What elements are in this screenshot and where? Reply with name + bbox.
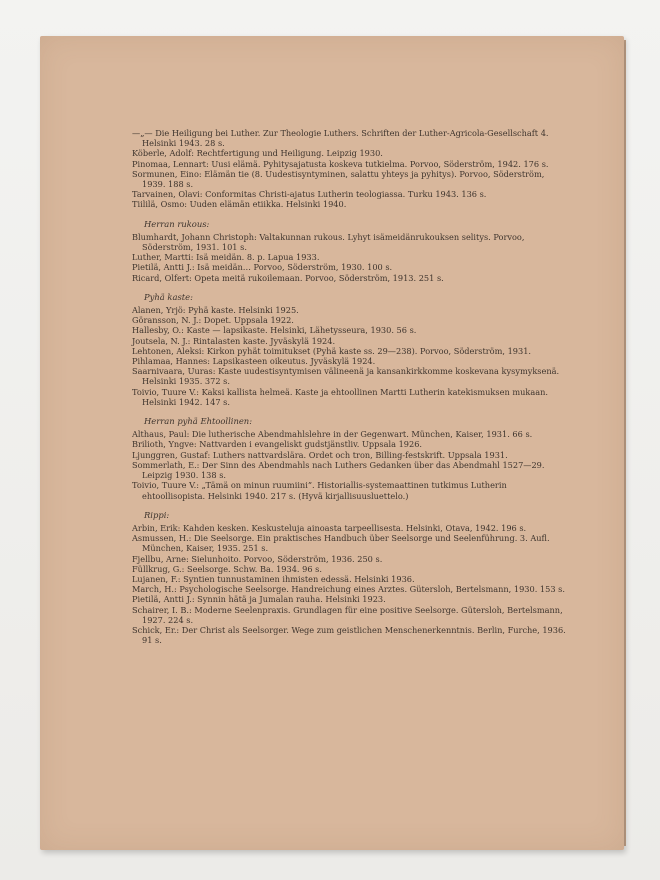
section-ehtoollinen <box>132 416 570 501</box>
section-title: Herran pyhä Ehtoollinen: <box>144 416 253 427</box>
bib-entry: Luther, Martti: Isä meidän. 8. p. Lapua 1933. <box>132 252 320 263</box>
bib-entry: Toivio, Tuure V.: Kaksi kallista helmeä. Kaste ja ehtoollinen Martti Lutherin katekismuksen mukaan. Helsinki 1942. 147 s. <box>132 386 548 407</box>
bib-entry: Fjellbu, Arne: Sielunhoito. Porvoo, Söderström, 1936. 250 s. <box>132 553 383 564</box>
bib-entry: —„— Die Heiligung bei Luther. Zur Theologie Luthers. Schriften der Luther-Agricola-Gesellschaft 4. Helsinki 1943. 28 s. <box>132 128 549 149</box>
bib-entry: Sommerlath, E.: Der Sinn des Abendmahls nach Luthers Gedanken über das Abendmahl 1527—29. Leipzig 1930. 138 s. <box>132 459 545 481</box>
section-title: Rippi: <box>144 509 170 520</box>
bib-entry: Lujanen, F.: Syntien tunnustaminen ihmisten edessä. Helsinki 1936. <box>132 573 415 584</box>
bib-entry: Toivio, Tuure V.: „Tämä on minun ruumiini”. Historiallis-systemaattinen tutkimus Lutherin ehtoollisopista. Helsinki 1940. 217 s. (Hyvä kirjallisuusluettelo.) <box>132 480 507 501</box>
bib-entry: Pihlamaa, Hannes: Lapsikasteen oikeutus. Jyväskylä 1924. <box>132 356 376 367</box>
bib-entry: Arbin, Erik: Kahden kesken. Keskusteluja ainoasta tarpeellisesta. Helsinki, Otava, 1942. 196 s. <box>132 522 527 533</box>
bib-entry: Alanen, Yrjö: Pyhä kaste. Helsinki 1925. <box>132 305 299 316</box>
section-herran-rukous <box>132 219 570 283</box>
bib-entry: Schick, Er.: Der Christ als Seelsorger. Wege zum geistlichen Menschenerkenntnis. Berlin, Furche, 1936. 91 s. <box>132 624 566 646</box>
bib-entry: Schairer, I. B.: Moderne Seelenpraxis. Grundlagen für eine positive Seelsorge. Gütersloh, Bertelsmann, 1927. 224 s. <box>132 604 563 625</box>
bib-entry: Hallesby, O.: Kaste — lapsikaste. Helsinki, Lähetysseura, 1930. 56 s. <box>132 325 417 336</box>
section-heiligung <box>132 128 570 210</box>
bib-entry: Pietilä, Antti J.: Isä meidän… Porvoo, Söderström, 1930. 100 s. <box>132 262 393 273</box>
bib-entry: Althaus, Paul: Die lutherische Abendmahlslehre in der Gegenwart. München, Kaiser, 1931. 66 s. <box>132 429 533 440</box>
bib-entry: Ljunggren, Gustaf: Luthers nattvardslära. Ordet och tron, Billing-festskrift. Uppsala 1931. <box>132 449 508 460</box>
section-pyha-kaste <box>132 292 570 407</box>
bib-entry: Ricard, Olfert: Opeta meitä rukoilemaan. Porvoo, Söderström, 1913. 251 s. <box>132 272 444 283</box>
section-rippi <box>132 510 570 646</box>
bib-entry: Göransson, N. J.: Dopet. Uppsala 1922. <box>132 315 294 326</box>
bib-entry: Pietilä, Antti J.: Synnin hätä ja Jumalan rauha. Helsinki 1923. <box>132 594 386 605</box>
bib-entry: Köberle, Adolf: Rechtfertigung und Heiligung. Leipzig 1930. <box>132 148 383 159</box>
bib-entry: Tarvainen, Olavi: Conformitas Christi-ajatus Lutherin teologiassa. Turku 1943. 136 s. <box>132 189 487 200</box>
section-title: Herran rukous: <box>144 218 210 229</box>
bib-entry: Asmussen, H.: Die Seelsorge. Ein praktisches Handbuch über Seelsorge und Seelenführung. 3. Aufl. München, Kaiser, 1935. 251 s. <box>132 533 550 554</box>
bib-entry: Lehtonen, Aleksi: Kirkon pyhät toimitukset (Pyhä kaste ss. 29—238). Porvoo, Söderström, 1931. <box>132 345 532 356</box>
bib-entry: Brilioth, Yngve: Nattvarden i evangeliskt gudstjänstliv. Uppsala 1926. <box>132 439 423 450</box>
bib-entry: Pinomaa, Lennart: Uusi elämä. Pyhitysajatusta koskeva tutkielma. Porvoo, Söderström, 1942. 176 s. <box>132 158 549 169</box>
bib-entry: Blumhardt, Johann Christoph: Valtakunnan rukous. Lyhyt isämeidänrukouksen selitys. Porvoo, Söderström, 1931. 101 s. <box>132 231 525 253</box>
bibliography <box>132 128 570 654</box>
bib-entry: March, H.: Psychologische Seelsorge. Handreichung eines Arztes. Gütersloh, Bertelsmann, 1930. 153 s. <box>132 584 565 595</box>
section-title: Pyhä kaste: <box>144 291 193 302</box>
bib-entry: Joutsela, N. J.: Rintalasten kaste. Jyväskylä 1924. <box>132 335 336 346</box>
bib-entry: Sormunen, Eino: Elämän tie (8. Uudestisyntyminen, salattu yhteys ja pyhitys). Porvoo, Söderström, 1939. 188 s. <box>132 168 545 190</box>
bib-entry: Tiililä, Osmo: Uuden elämän etiikka. Helsinki 1940. <box>132 199 347 210</box>
bib-entry: Füllkrug, G.: Seelsorge. Schw. Ba. 1934. 96 s. <box>132 563 322 574</box>
bib-entry: Saarnivaara, Uuras: Kaste uudestisyntymisen välineenä ja kansankirkkomme koskevana kysymyksenä. Helsinki 1935. 372 s. <box>132 366 560 387</box>
